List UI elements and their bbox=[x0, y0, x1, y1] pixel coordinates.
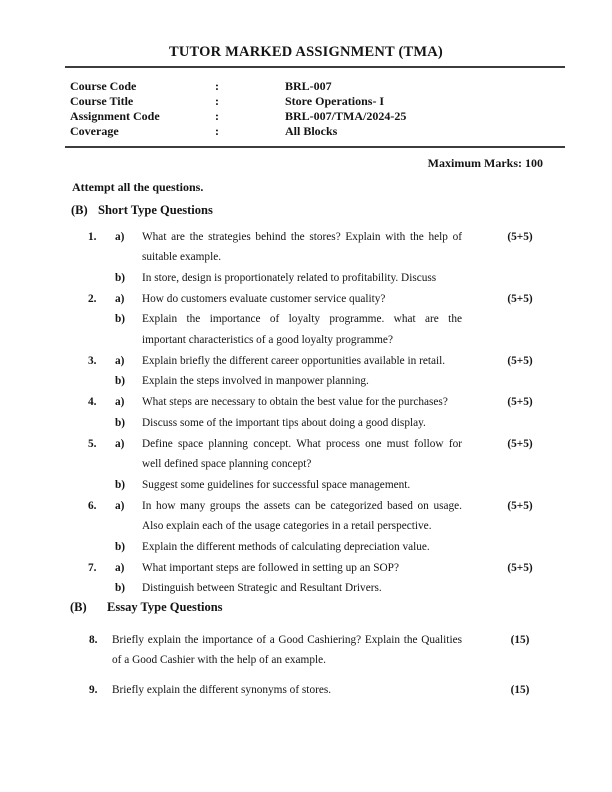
question-5b-row bbox=[0, 475, 612, 496]
question-8-row bbox=[0, 630, 612, 671]
section-label: (B) bbox=[70, 600, 87, 614]
part-letter: b) bbox=[115, 541, 126, 554]
question-text bbox=[142, 558, 462, 579]
question-text bbox=[112, 680, 462, 701]
question-text bbox=[142, 351, 462, 372]
separator-colon: : bbox=[215, 109, 219, 123]
question-text-line: In how many groups the assets can be categorized based on usage. bbox=[142, 499, 462, 512]
separator-colon: : bbox=[215, 94, 219, 108]
question-1b-row bbox=[0, 268, 612, 289]
question-3a-row bbox=[0, 351, 612, 372]
course-title-row bbox=[70, 94, 406, 109]
coverage-label: Coverage bbox=[70, 124, 119, 138]
course-code-row bbox=[70, 79, 406, 94]
part-letter: a) bbox=[115, 499, 125, 512]
marks-label: (5+5) bbox=[507, 499, 533, 512]
course-title-value: Store Operations- I bbox=[285, 94, 385, 108]
coverage-value: All Blocks bbox=[285, 124, 338, 138]
course-code-label: Course Code bbox=[70, 79, 137, 93]
question-text-line: of a Good Cashier with the help of an example. bbox=[112, 654, 326, 667]
question-number: 9. bbox=[89, 683, 98, 696]
question-text-line: Explain briefly the different career opportunities available in retail. bbox=[142, 354, 446, 367]
question-number: 2. bbox=[88, 292, 97, 305]
course-info-table bbox=[70, 79, 406, 139]
question-text-line: Also explain each of the usage categories in a retail perspective. bbox=[142, 520, 432, 533]
question-text-line: What are the strategies behind the stores? Explain with the help of bbox=[142, 230, 462, 243]
page-title: TUTOR MARKED ASSIGNMENT (TMA) bbox=[169, 44, 443, 60]
coverage-row bbox=[70, 124, 406, 139]
question-number: 1. bbox=[88, 230, 97, 243]
question-text bbox=[112, 630, 462, 671]
question-5a-row bbox=[0, 434, 612, 475]
question-text-line: How do customers evaluate customer service quality? bbox=[142, 292, 386, 305]
separator-colon: : bbox=[215, 124, 219, 138]
question-text-line: Briefly explain the importance of a Good Cashiering? Explain the Qualities bbox=[112, 633, 462, 646]
question-3b-row bbox=[0, 371, 612, 392]
section-title: Short Type Questions bbox=[98, 203, 213, 217]
question-number: 8. bbox=[89, 633, 98, 646]
question-text-line: Distinguish between Strategic and Resultant Drivers. bbox=[142, 582, 382, 595]
question-number: 5. bbox=[88, 437, 97, 450]
question-4a-row bbox=[0, 392, 612, 413]
question-text-line: Explain the different methods of calculating depreciation value. bbox=[142, 541, 430, 554]
marks-label: (5+5) bbox=[507, 230, 533, 243]
question-text-line: What important steps are followed in setting up an SOP? bbox=[142, 561, 399, 574]
question-text bbox=[142, 578, 462, 599]
question-text-line: In store, design is proportionately related to profitability. Discuss bbox=[142, 271, 437, 284]
question-text bbox=[142, 289, 462, 310]
question-6b-row bbox=[0, 537, 612, 558]
question-6a-row bbox=[0, 496, 612, 537]
part-letter: b) bbox=[115, 271, 126, 284]
question-9-row bbox=[0, 680, 612, 701]
part-letter: a) bbox=[115, 437, 125, 450]
question-text bbox=[142, 496, 462, 537]
assignment-code-value: BRL-007/TMA/2024-25 bbox=[285, 109, 407, 123]
question-text bbox=[142, 475, 462, 496]
part-letter: a) bbox=[115, 396, 125, 409]
question-text-line: well defined space planning concept? bbox=[142, 458, 312, 471]
part-letter: b) bbox=[115, 582, 126, 595]
section-header-essay-questions bbox=[70, 600, 223, 615]
question-text-line: important characteristics of a good loyalty programme? bbox=[142, 334, 393, 347]
part-letter: a) bbox=[115, 292, 125, 305]
question-4b-row bbox=[0, 413, 612, 434]
question-text-line: Explain the steps involved in manpower planning. bbox=[142, 375, 369, 388]
part-letter: a) bbox=[115, 561, 125, 574]
part-letter: b) bbox=[115, 313, 126, 326]
question-number: 4. bbox=[88, 396, 97, 409]
header-top-rule bbox=[65, 66, 565, 68]
assignment-code-row bbox=[70, 109, 406, 124]
question-2a-row bbox=[0, 289, 612, 310]
question-text bbox=[142, 227, 462, 268]
section-label: (B) bbox=[71, 203, 88, 217]
marks-label: (5+5) bbox=[507, 561, 533, 574]
section-title: Essay Type Questions bbox=[107, 600, 223, 614]
question-text-line: Briefly explain the different synonyms of stores. bbox=[112, 683, 332, 696]
question-text-line: Suggest some guidelines for successful space management. bbox=[142, 478, 411, 491]
part-letter: a) bbox=[115, 230, 125, 243]
question-text bbox=[142, 371, 462, 392]
course-title-label: Course Title bbox=[70, 94, 134, 108]
short-questions-list bbox=[0, 227, 612, 600]
question-text bbox=[142, 434, 462, 475]
question-text-line: What steps are necessary to obtain the best value for the purchases? bbox=[142, 396, 448, 409]
marks-label: (15) bbox=[510, 633, 530, 646]
question-text-line: suitable example. bbox=[142, 251, 222, 264]
question-text-line: Define space planning concept. What process one must follow for bbox=[142, 437, 462, 450]
question-number: 6. bbox=[88, 499, 97, 512]
question-7b-row bbox=[0, 578, 612, 599]
assignment-code-label: Assignment Code bbox=[70, 109, 160, 123]
part-letter: b) bbox=[115, 478, 126, 491]
question-7a-row bbox=[0, 558, 612, 579]
question-text-line: Discuss some of the important tips about doing a good display. bbox=[142, 416, 426, 429]
maximum-marks: Maximum Marks: 100 bbox=[427, 156, 543, 170]
question-text bbox=[142, 309, 462, 350]
question-text bbox=[142, 268, 462, 289]
marks-label: (5+5) bbox=[507, 437, 533, 450]
header-bottom-rule bbox=[65, 146, 565, 148]
marks-label: (5+5) bbox=[507, 354, 533, 367]
separator-colon: : bbox=[215, 79, 219, 93]
marks-label: (5+5) bbox=[507, 292, 533, 305]
marks-label: (5+5) bbox=[507, 396, 533, 409]
part-letter: b) bbox=[115, 416, 126, 429]
instruction-text: Attempt all the questions. bbox=[72, 180, 204, 194]
question-2b-row bbox=[0, 309, 612, 350]
course-code-value: BRL-007 bbox=[285, 79, 332, 93]
question-text bbox=[142, 392, 462, 413]
part-letter: a) bbox=[115, 354, 125, 367]
part-letter: b) bbox=[115, 375, 126, 388]
question-text bbox=[142, 537, 462, 558]
marks-label: (15) bbox=[510, 683, 530, 696]
question-number: 3. bbox=[88, 354, 97, 367]
question-number: 7. bbox=[88, 561, 97, 574]
question-1a-row bbox=[0, 227, 612, 268]
question-text bbox=[142, 413, 462, 434]
question-text-line: Explain the importance of loyalty programme. what are the bbox=[142, 313, 462, 326]
section-header-short-questions bbox=[71, 203, 213, 218]
